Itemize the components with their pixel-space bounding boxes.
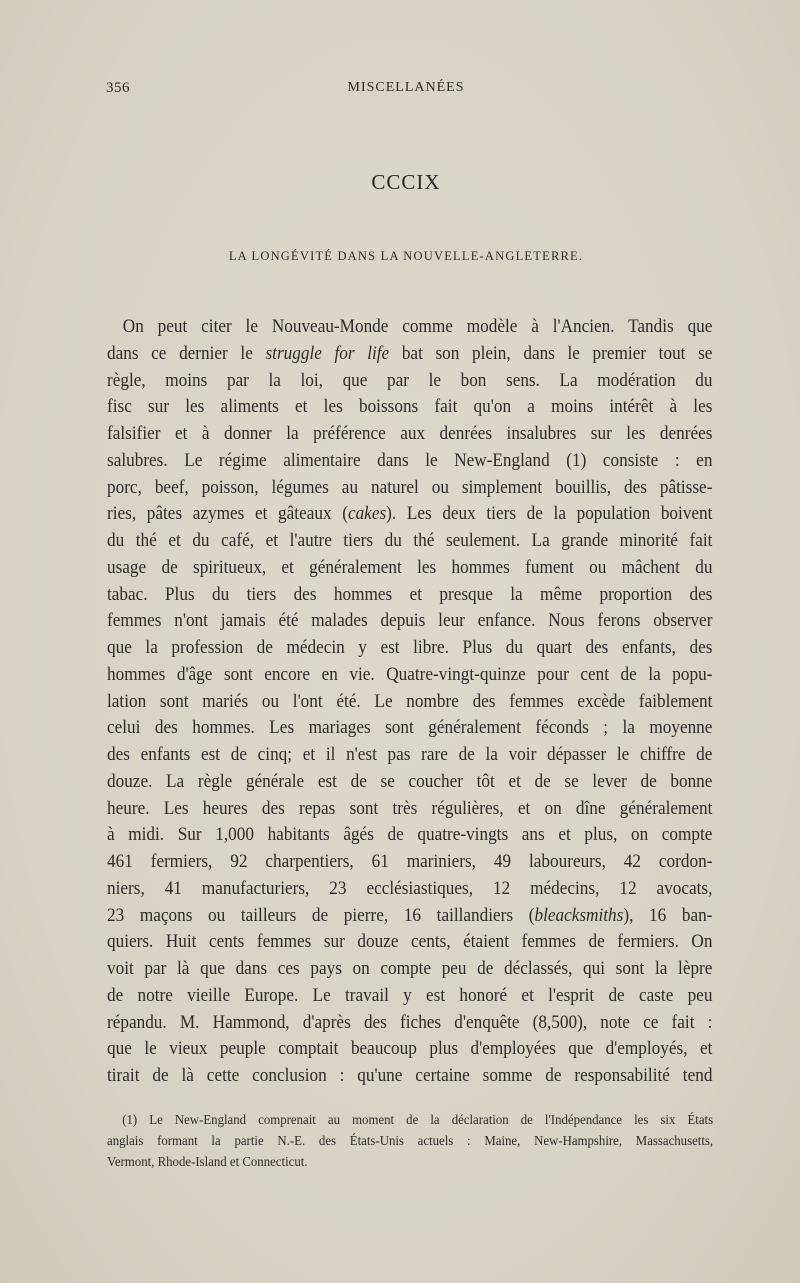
- text-line: heure. Les heures des repas sont très régulières, et on dîne généralement: [107, 798, 713, 819]
- footnote-line: (1) Le New-England comprenait au moment de la déclaration de l'Indépendance les six États: [122, 1112, 714, 1127]
- text-line: usage de spiritueux, et généralement les hommes fument ou mâchent du: [107, 557, 713, 578]
- text-line: répandu. M. Hammond, d'après des fiches d'enquête (8,500), note ce fait :: [107, 1012, 713, 1033]
- chapter-number: CCCIX: [371, 170, 441, 194]
- text-segment: ). Les deux tiers de la population boivent: [386, 504, 713, 525]
- running-head: MISCELLANÉES: [347, 80, 465, 95]
- text-segment: 23 maçons ou tailleurs de pierre, 16 taillandiers (: [107, 905, 535, 926]
- text-line: falsifier et à donner la préférence aux denrées insalubres sur les denrées: [107, 424, 713, 444]
- text-line: salubres. Le régime alimentaire dans le New-England (1) consiste : en: [107, 450, 713, 471]
- text-line: tabac. Plus du tiers des hommes et presque la même proportion des: [107, 584, 713, 605]
- body-paragraph: [107, 314, 713, 1090]
- text-segment: bat son plein, dans le premier tout se: [389, 343, 713, 364]
- text-line: à midi. Sur 1,000 habitants âgés de quatre-vingts ans et plus, on compte: [107, 825, 713, 846]
- text-line: des enfants est de cinq; et il n'est pas rare de la voir dépasser le chiffre de: [107, 745, 713, 765]
- text-line: tirait de là cette conclusion : qu'une certaine somme de responsabilité tend: [107, 1066, 713, 1086]
- text-line: [107, 903, 712, 930]
- italic-term: cakes: [347, 504, 387, 525]
- text-line: fisc sur les aliments et les boissons fait qu'on a moins intérêt à les: [107, 397, 713, 418]
- text-line: [107, 341, 712, 368]
- text-line: que le vieux peuple comptait beaucoup plus d'employées que d'employés, et: [107, 1039, 713, 1060]
- footnote: [107, 1109, 713, 1172]
- text-line: 461 fermiers, 92 charpentiers, 61 mariniers, 49 laboureurs, 42 cordon-: [107, 852, 713, 872]
- italic-term: bleacksmiths: [534, 905, 624, 926]
- text-line: On peut citer le Nouveau-Monde comme modèle à l'Ancien. Tandis que: [122, 317, 713, 337]
- text-segment: ), 16 ban-: [623, 905, 713, 926]
- text-line: de notre vieille Europe. Le travail y est honoré et l'esprit de caste peu: [107, 985, 713, 1006]
- text-line: douze. La règle générale est de se coucher tôt et de se lever de bonne: [107, 771, 713, 792]
- text-line: femmes n'ont jamais été malades depuis leur enfance. Nous ferons observer: [107, 611, 713, 632]
- text-line: quiers. Huit cents femmes sur douze cents, étaient femmes de fermiers. On: [107, 932, 713, 953]
- text-segment: ries, pâtes azymes et gâteaux (: [107, 504, 348, 525]
- italic-term: struggle for life: [265, 343, 390, 364]
- footnote-line: anglais formant la partie N.-E. des États-Unis actuels : Maine, New-Hampshire, Massachusetts,: [107, 1133, 714, 1148]
- text-line: lation sont mariés ou l'ont été. Le nombre des femmes excède faiblement: [107, 691, 713, 712]
- text-line: du thé et du café, et l'autre tiers du thé seulement. La grande minorité fait: [107, 531, 713, 551]
- text-line: niers, 41 manufacturiers, 23 ecclésiastiques, 12 médecins, 12 avocats,: [107, 878, 713, 899]
- text-line: voit par là que dans ces pays on compte peu de déclassés, qui sont la lèpre: [107, 959, 713, 979]
- chapter-title: LA LONGÉVITÉ DANS LA NOUVELLE-ANGLETERRE.: [228, 249, 584, 263]
- text-line: règle, moins par la loi, que par le bon sens. La modération du: [107, 370, 713, 391]
- text-line: hommes d'âge sont encore en vie. Quatre-vingt-quinze pour cent de la popu-: [107, 664, 713, 685]
- text-line: celui des hommes. Les mariages sont généralement féconds ; la moyenne: [107, 718, 713, 739]
- text-segment: dans ce dernier le: [107, 343, 266, 364]
- text-line: [107, 501, 712, 528]
- text-line: que la profession de médecin y est libre. Plus du quart des enfants, des: [107, 638, 713, 658]
- page-number: 356: [106, 80, 130, 96]
- footnote-line: Vermont, Rhode-Island et Connecticut.: [107, 1154, 308, 1169]
- text-line: porc, beef, poisson, légumes au naturel ou simplement bouillis, des pâtisse-: [107, 477, 713, 498]
